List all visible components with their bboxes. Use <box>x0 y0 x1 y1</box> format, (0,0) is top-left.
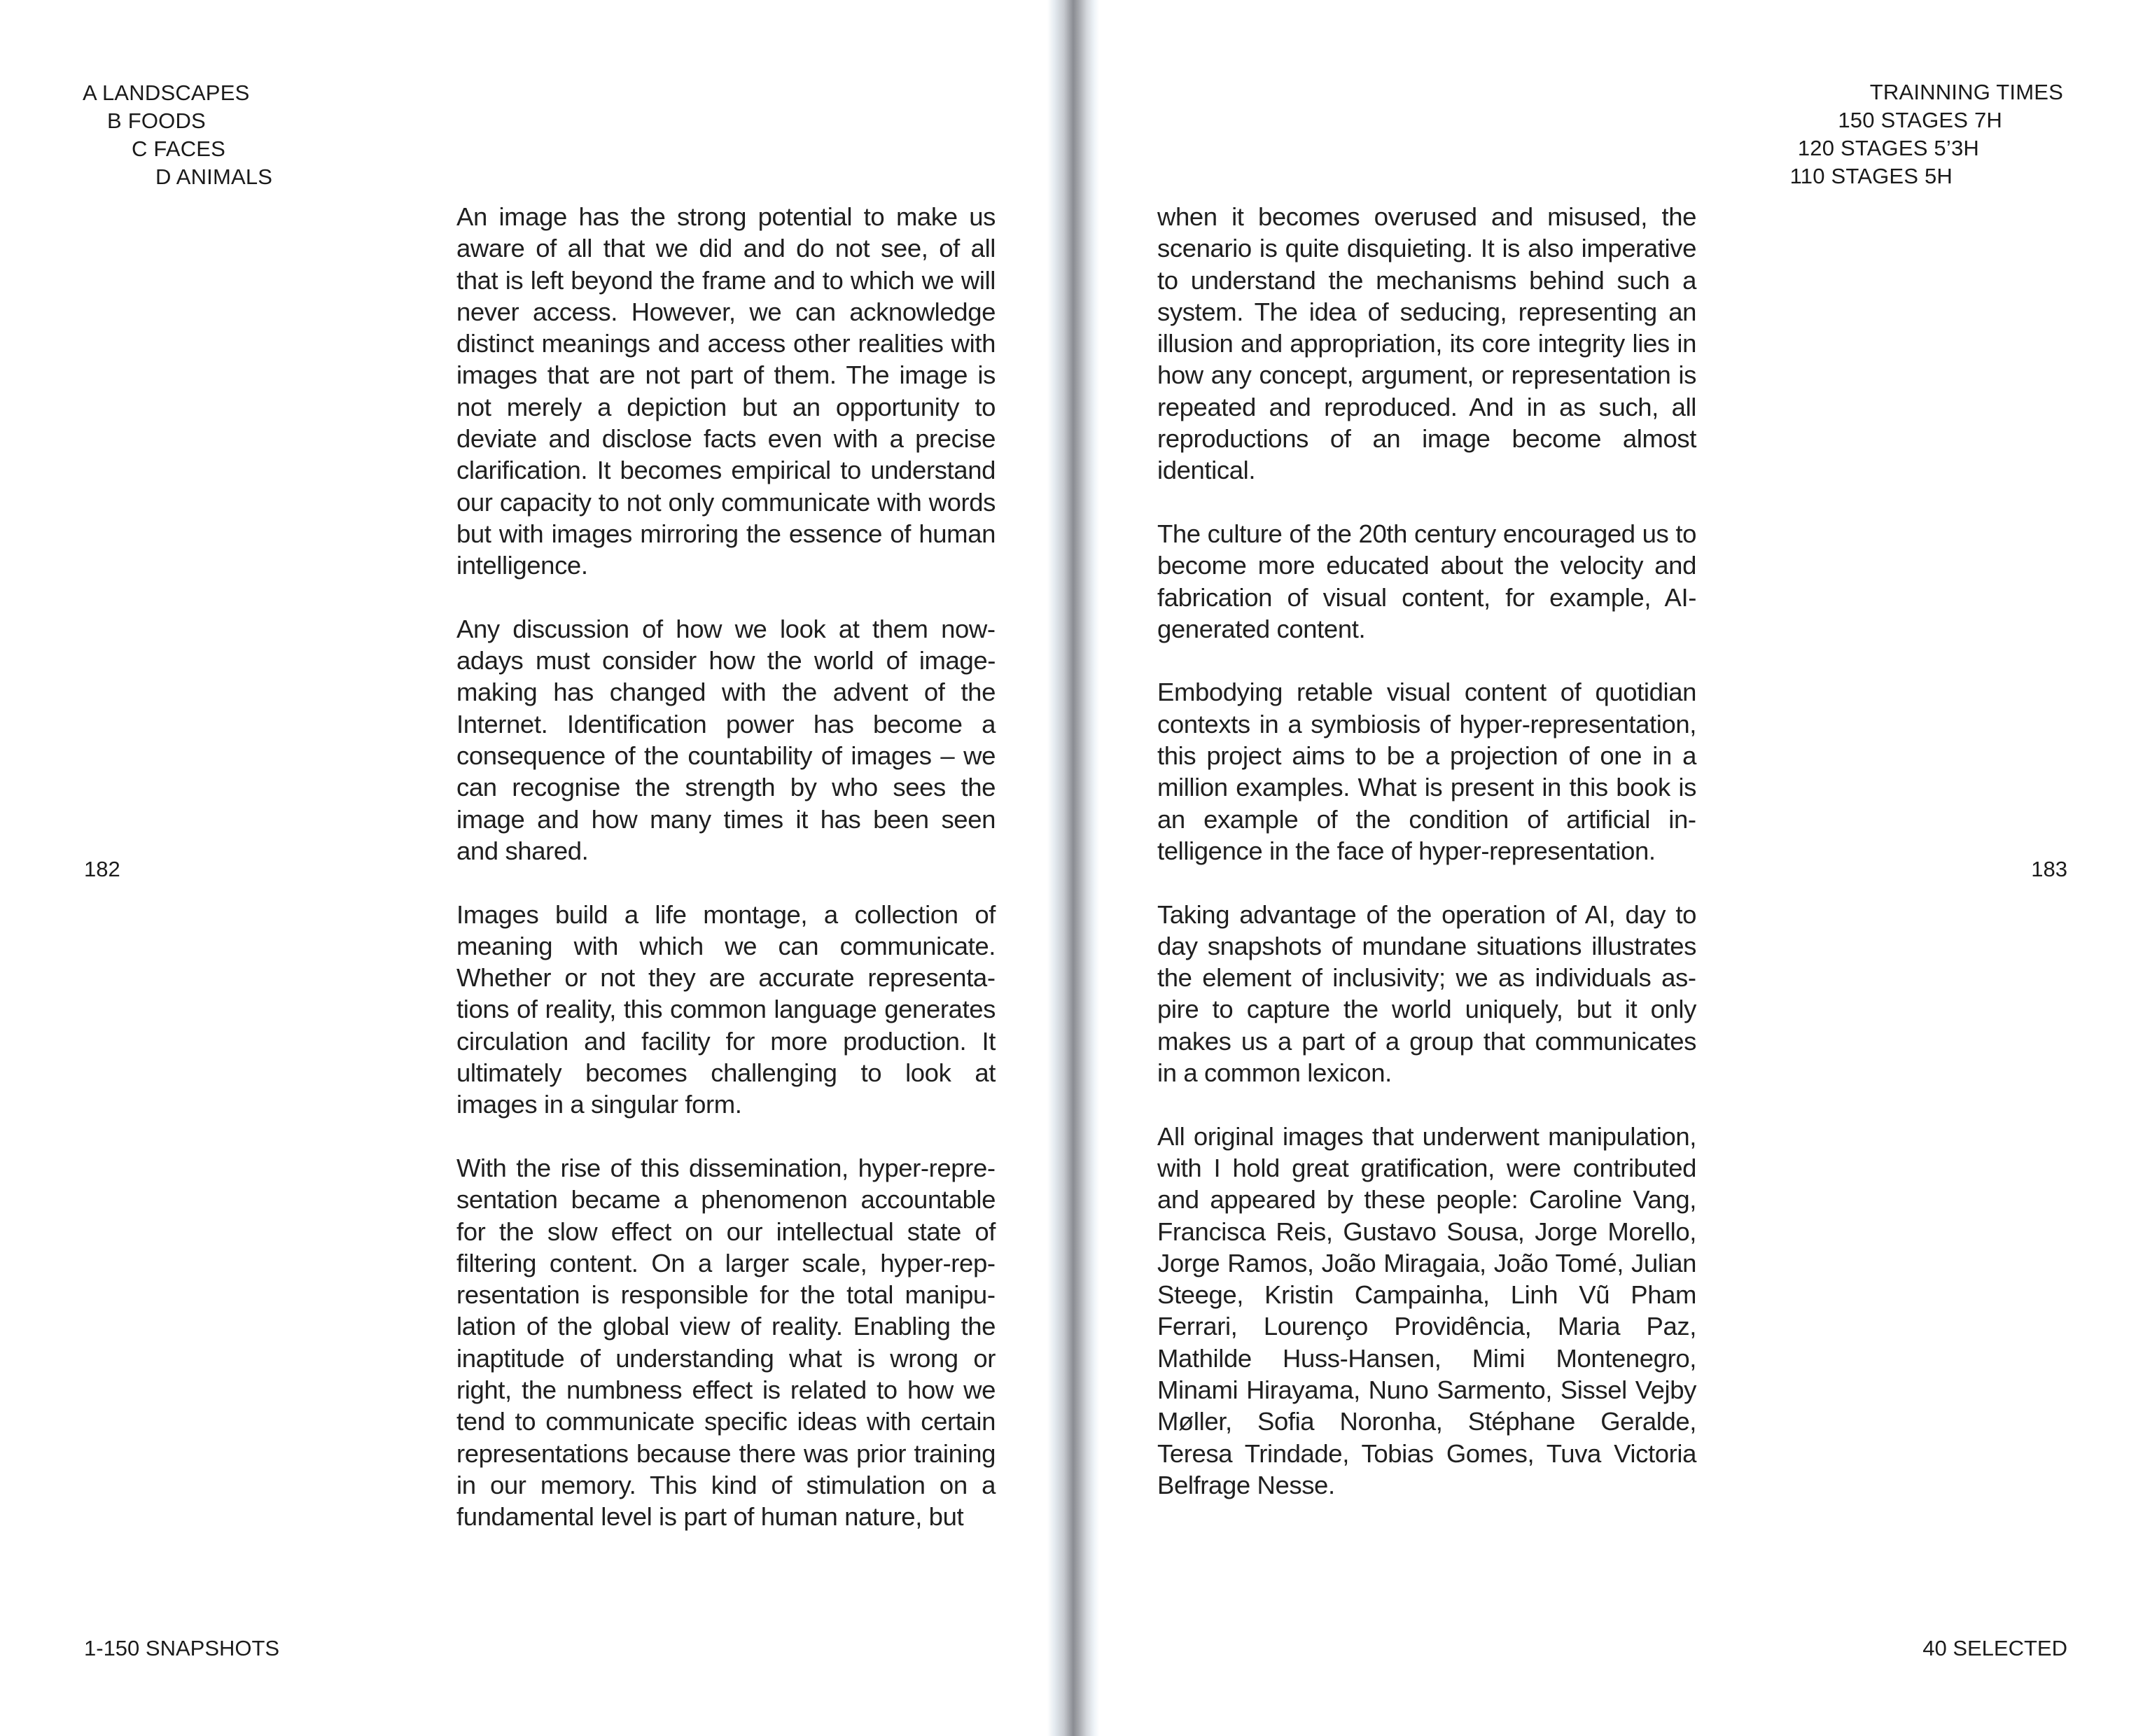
index-item-animals: D ANIMALS <box>155 164 273 189</box>
training-row: 150 STAGES 7H <box>1838 108 2002 132</box>
page-number-left: 182 <box>84 857 120 881</box>
paragraph: All original images that underwent manipulation, with I hold great gratification, were contributed and appeared by these people: Caroline Vang, Francisca Reis, Gustavo Sousa, Jorge Morello, Jorge Ramos, João Miragaia, João Tomé, Julian Steege, Kristin Campainha, Linh Vũ Pham Ferrari, Lourenço Providência, Maria Paz, Mathilde Huss-Hansen, Mimi Montenegro, Minami Hirayama, Nuno Sarmento, Sissel Vejby Møller, Sofia Noronha, Stéphane Geralde, Teresa Trindade, Tobias Gomes, Tuva Victoria Belfrage Nesse. <box>1157 1121 1696 1499</box>
paragraph: An image has the strong potential to make us aware of all that we did and do not see, of all that is left beyond the frame and to which we will never access. However, we can acknowledge distinct meanings and access other realities with images that are not part of them. The image is not merely a depiction but an opportunity to deviate and disclose facts even with a precise clarification. It becomes empirical to understand our capacity to not only communicate with words but with images mirroring the essence of human intelligence. <box>456 202 996 580</box>
index-item-foods: B FOODS <box>107 108 206 133</box>
left-body-text <box>456 201 996 1532</box>
book-gutter-shadow <box>1047 0 1099 1736</box>
training-times-title: TRAINNING TIMES <box>1869 80 2063 104</box>
footer-right: 40 SELECTED <box>1922 1636 2067 1660</box>
training-row: 110 STAGES 5H <box>1789 164 1953 188</box>
index-item-faces: C FACES <box>132 136 226 161</box>
paragraph: Images build a life montage, a collection of meaning with which we can communicate. Whether or not they are accurate representations of reality, this common language generates circulation and facility for more production. It ultimately becomes challenging to look at images in a singular form. <box>456 899 996 1119</box>
index-item-landscapes: A LANDSCAPES <box>83 80 250 105</box>
paragraph: Any discussion of how we look at them nowadays must consider how the world of image-making has changed with the advent of the Internet. Identification power has become a consequence of the countability of images – we can recognise the strength by who sees the image and how many times it has been seen and shared. <box>456 614 996 865</box>
page-number-right: 183 <box>2031 857 2067 881</box>
paragraph: The culture of the 20th century encouraged us to become more educated about the velocity and fabrication of visual content, for example, AI-generated content. <box>1157 519 1696 643</box>
training-times <box>1790 78 2063 190</box>
paragraph: when it becomes overused and misused, the scenario is quite disquieting. It is also imperative to understand the mechanisms behind such a system. The idea of seducing, representing an illusion and appropriation, its core integrity lies in how any concept, argument, or representation is repeated and reproduced. And in as such, all reproductions of an image become almost identical. <box>1157 202 1696 485</box>
paragraph: Embodying retable visual content of quotidian contexts in a symbiosis of hyper-representation, this project aims to be a projection of one in a million examples. What is present in this book is an example of the condition of artificial intelligence in the face of hyper-representation. <box>1157 678 1696 865</box>
right-body-text <box>1157 201 1696 1501</box>
paragraph: With the rise of this dissemination, hyper-representation became a phenomenon accountable for the slow effect on our intellectual state of filtering content. On a larger scale, hyper-representation is responsible for the total manipulation of the global view of reality. Enabling the inaptitude of understanding what is wrong or right, the numbness effect is related to how we tend to communicate specific ideas with certain representations because there was prior training in our memory. This kind of stimulation on a fundamental level is part of human nature, but <box>456 1153 996 1532</box>
training-row: 120 STAGES 5’3H <box>1797 136 1979 160</box>
footer-left: 1-150 SNAPSHOTS <box>84 1636 280 1660</box>
category-index <box>83 79 272 191</box>
paragraph: Taking advantage of the operation of AI, day to day snapshots of mundane situations illustrates the element of inclusivity; we as individuals aspire to capture the world uniquely, but it only makes us a part of a group that communicates in a common lexicon. <box>1157 899 1696 1088</box>
